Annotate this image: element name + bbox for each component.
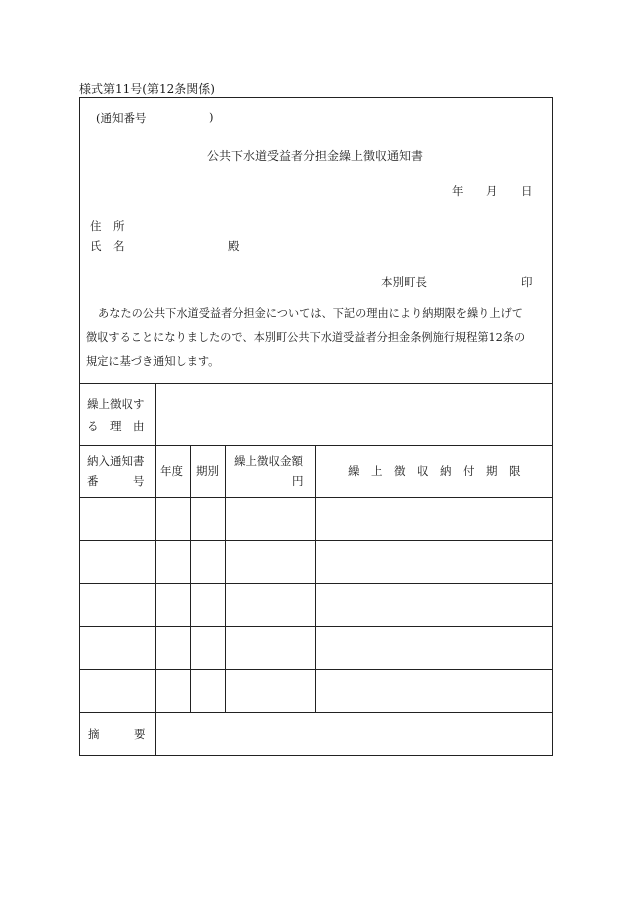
divider-reason bbox=[79, 445, 553, 446]
header-deadline: 繰 上 徴 収 納 付 期 限 bbox=[348, 464, 521, 478]
seal-mark: 印 bbox=[521, 275, 533, 289]
column-divider-2 bbox=[190, 445, 191, 712]
divider-header bbox=[79, 497, 553, 498]
notice-number-label: (通知番号 bbox=[96, 111, 147, 125]
form-frame bbox=[79, 97, 553, 756]
date-year: 年 bbox=[452, 184, 464, 198]
divider-upper bbox=[79, 383, 553, 384]
form-number: 様式第11号(第12条関係) bbox=[79, 82, 215, 96]
header-year: 年度 bbox=[160, 464, 183, 478]
header-amount: 繰上徴収金額 bbox=[234, 454, 303, 468]
body-line-1: あなたの公共下水道受益者分担金については、下記の理由により納期限を繰り上げて bbox=[98, 307, 523, 320]
remarks-label: 摘 要 bbox=[88, 727, 146, 741]
notice-number-close: ) bbox=[209, 110, 214, 124]
divider-row-1 bbox=[79, 540, 553, 541]
divider-row-2 bbox=[79, 583, 553, 584]
date-day: 日 bbox=[521, 184, 533, 198]
reason-label-line-2: る 理 由 bbox=[87, 419, 145, 433]
document-title: 公共下水道受益者分担金繰上徴収通知書 bbox=[206, 149, 423, 163]
header-period: 期別 bbox=[196, 464, 219, 478]
divider-row-4 bbox=[79, 669, 553, 670]
header-notice-no-line-1: 納入通知書 bbox=[87, 454, 145, 468]
column-divider-3 bbox=[225, 445, 226, 712]
date-month: 月 bbox=[486, 184, 498, 198]
reason-label-line-1: 繰上徴収す bbox=[87, 397, 145, 411]
address-label: 住 所 bbox=[90, 219, 125, 233]
divider-row-3 bbox=[79, 626, 553, 627]
name-label: 氏 名 bbox=[90, 239, 125, 253]
body-line-3: 規定に基づき通知します。 bbox=[86, 355, 220, 368]
issuer: 本別町長 bbox=[381, 275, 427, 289]
divider-row-5 bbox=[79, 712, 553, 713]
column-divider-1 bbox=[155, 383, 156, 756]
column-divider-4 bbox=[315, 445, 316, 712]
header-amount-unit: 円 bbox=[292, 474, 304, 488]
honorific: 殿 bbox=[228, 239, 240, 253]
header-notice-no-line-2: 番 号 bbox=[87, 474, 145, 488]
body-line-2: 徴収することになりましたので、本別町公共下水道受益者分担金条例施行規程第12条の bbox=[86, 331, 526, 344]
